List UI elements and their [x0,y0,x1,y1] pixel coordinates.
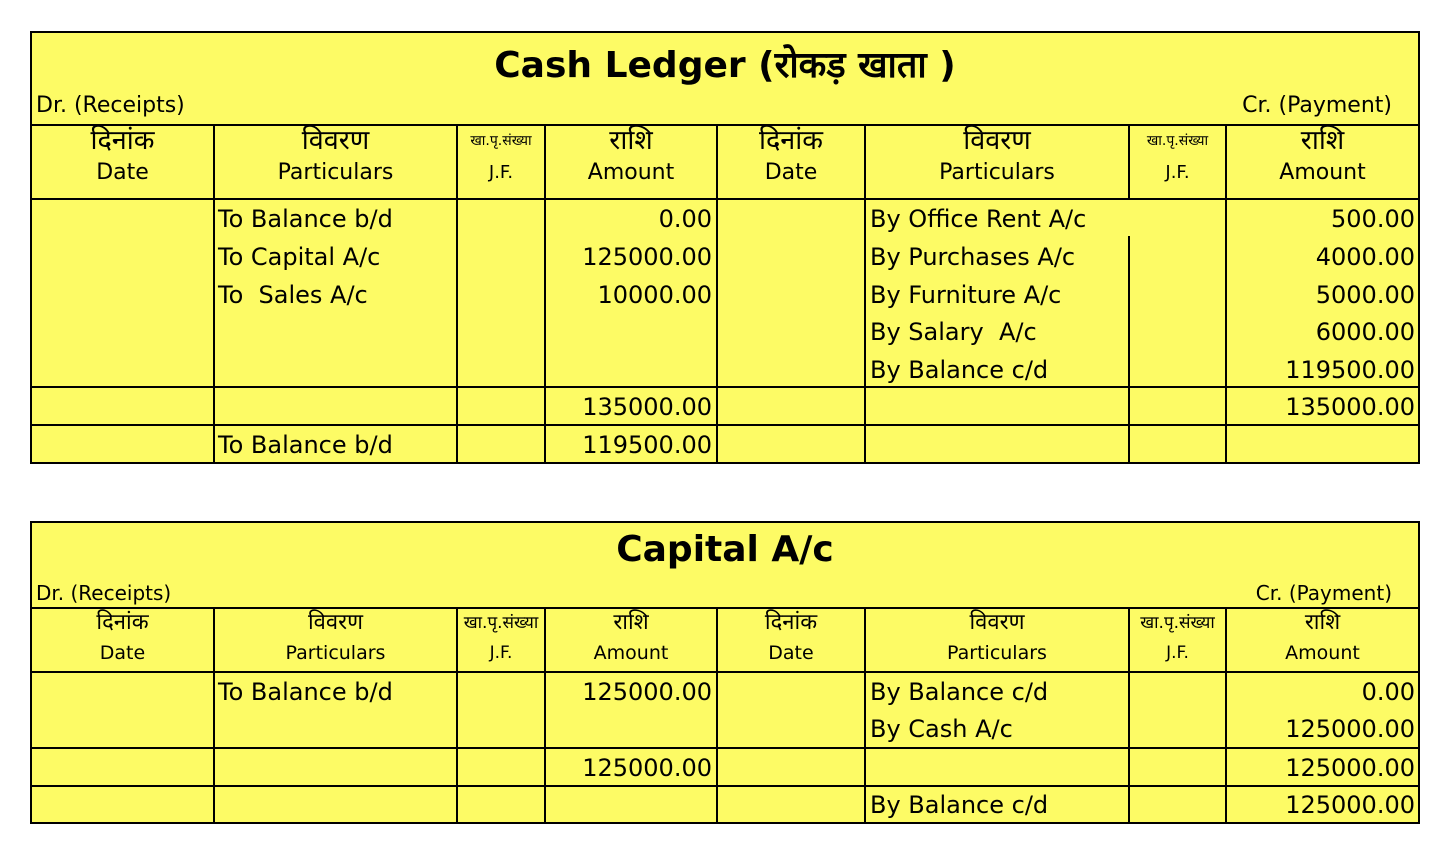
header-jf-debit: खा.पृ.संख्या J.F. [463,613,539,663]
header-date-debit: दिनांक Date [90,125,155,185]
total-credit: 135000.00 [1285,393,1415,421]
header-jf-credit: खा.पृ.संख्या J.F. [1140,613,1215,663]
header-particulars-credit: विवरण Particulars [947,610,1047,664]
total-debit: 125000.00 [582,754,712,782]
header-particulars-debit: विवरण Particulars [277,125,394,185]
capital-ledger [30,521,1420,824]
debit-amount: 125000.00 [582,243,712,271]
debit-side-label: Dr. (Receipts) [36,93,185,118]
carry-amount: 119500.00 [582,431,712,459]
debit-particulars: To Sales A/c [218,281,368,309]
credit-amount: 125000.00 [1285,715,1415,743]
credit-particulars: By Purchases A/c [870,243,1076,271]
debit-amount: 10000.00 [597,281,712,309]
debit-amount: 125000.00 [582,678,712,706]
credit-side-label: Cr. (Payment) [1255,581,1392,605]
header-jf-credit: खा.पृ.संख्या J.F. [1146,133,1209,183]
debit-amount: 0.00 [658,205,712,233]
credit-particulars: By Salary A/c [870,318,1037,346]
ledger-title: Cash Ledger (रोकड़ खाता ) [494,45,956,86]
header-date-credit: दिनांक Date [758,125,824,185]
cash-ledger [30,31,1420,464]
debit-particulars: To Balance b/d [218,205,393,233]
debit-particulars: To Balance b/d [218,678,393,706]
header-amount-credit: राशि Amount [1279,125,1366,185]
header-amount-debit: राशि Amount [587,125,675,185]
credit-amount: 4000.00 [1315,243,1415,271]
header-jf-debit: खा.पृ.संख्या J.F. [470,133,532,183]
credit-amount: 119500.00 [1285,356,1415,384]
carry-amount: 125000.00 [1285,791,1415,819]
total-debit: 135000.00 [582,393,712,421]
credit-particulars: By Office Rent A/c [870,205,1087,233]
credit-particulars: By Cash A/c [870,715,1013,743]
carry-particulars: To Balance b/d [218,431,393,459]
credit-particulars: By Balance c/d [870,678,1049,706]
debit-side-label: Dr. (Receipts) [36,581,172,605]
header-date-debit: दिनांक Date [96,610,149,664]
header-particulars-debit: विवरण Particulars [285,610,386,664]
credit-amount: 5000.00 [1315,281,1415,309]
header-amount-credit: राशि Amount [1285,610,1360,664]
credit-particulars: By Balance c/d [870,356,1049,384]
header-date-credit: दिनांक Date [764,610,818,664]
total-credit: 125000.00 [1285,754,1415,782]
credit-amount: 500.00 [1331,205,1415,233]
credit-amount: 0.00 [1361,678,1415,706]
credit-amount: 6000.00 [1315,318,1415,346]
header-amount-debit: राशि Amount [593,610,669,664]
carry-particulars: By Balance c/d [870,791,1049,819]
credit-particulars: By Furniture A/c [870,281,1062,309]
header-particulars-credit: विवरण Particulars [939,125,1055,185]
ledger-title: Capital A/c [616,529,834,570]
debit-particulars: To Capital A/c [218,243,381,271]
credit-side-label: Cr. (Payment) [1242,93,1392,118]
